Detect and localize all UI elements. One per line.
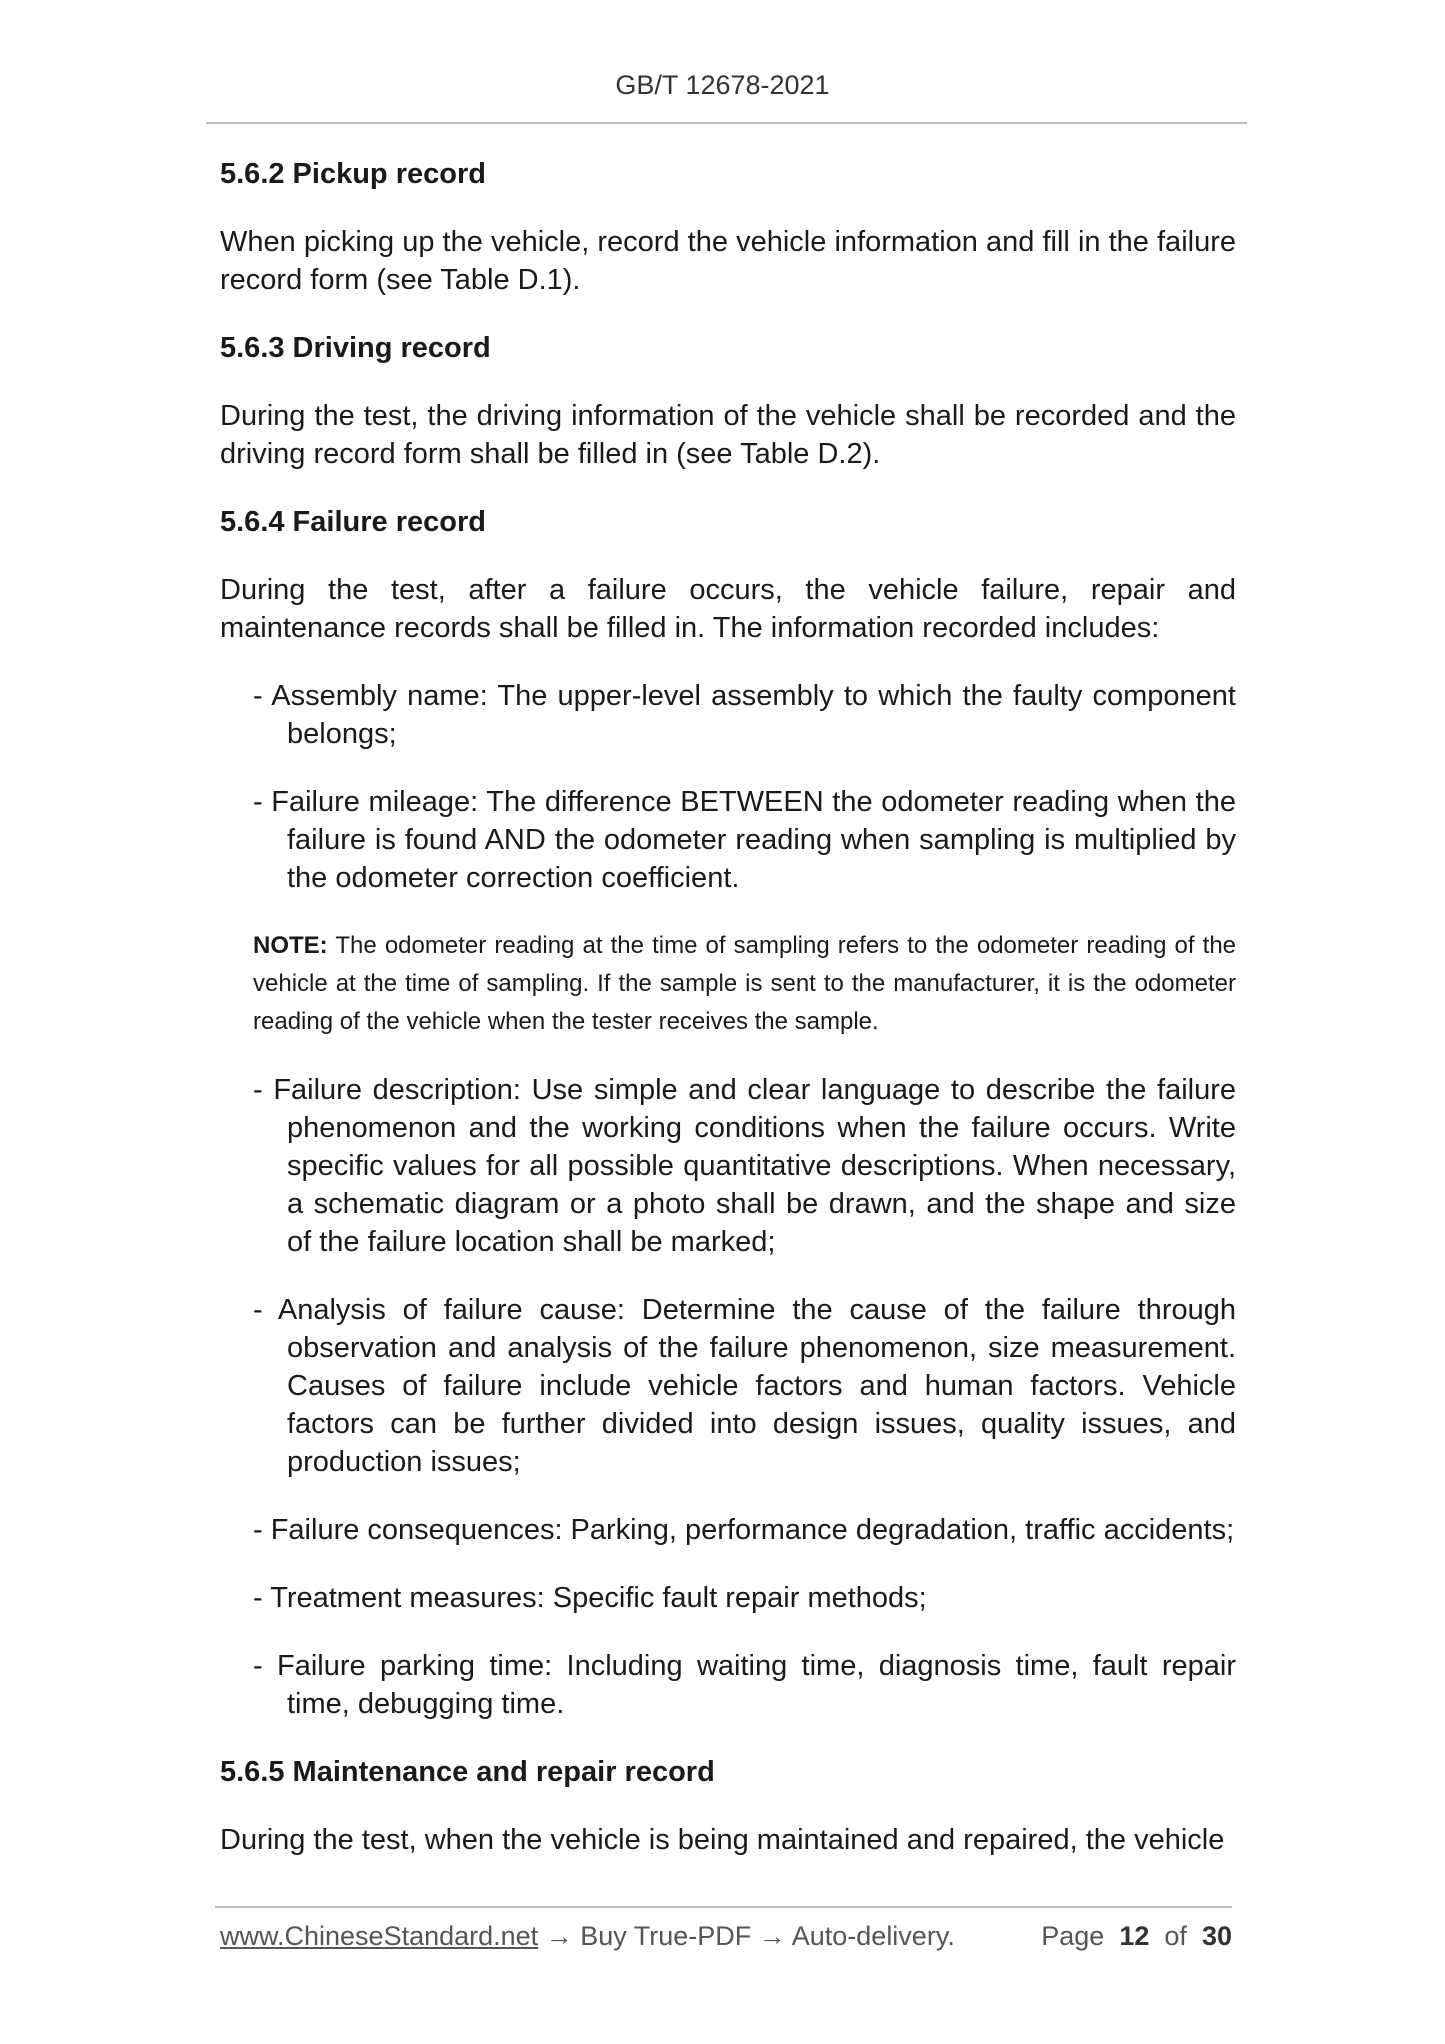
section-text-5-6-3: During the test, the driving information of the vehicle shall be recorded and the driving record form shall be filled in (see Table D.2). <box>220 400 1236 470</box>
note-paragraph <box>220 927 1236 1041</box>
section-heading-5-6-2: 5.6.2 Pickup record <box>220 158 486 190</box>
list-item-failure-cause: - Analysis of failure cause: Determine the cause of the failure through observation and analysis of the failure phenomenon, size measurement. Causes of failure include vehicle factors and human factors. Vehicle factors can be further divided into design issues, quality issues, and production issues; <box>253 1294 1236 1478</box>
section-text-5-6-4: During the test, after a failure occurs, the vehicle failure, repair and maintenance records shall be filled in. The information recorded includes: <box>220 574 1236 644</box>
page-current: 12 <box>1119 1921 1150 1951</box>
section-text-5-6-5: During the test, when the vehicle is being maintained and repaired, the vehicle <box>220 1824 1225 1856</box>
document-code-header: GB/T 12678-2021 <box>615 70 830 100</box>
list-item-parking-time: - Failure parking time: Including waiting time, diagnosis time, fault repair time, debugging time. <box>253 1650 1236 1720</box>
list-item-failure-description: - Failure description: Use simple and clear language to describe the failure phenomenon and the working conditions when the failure occurs. Write specific values for all possible quantitative descriptions. When necessary, a schematic diagram or a photo shall be drawn, and the shape and size of the failure location shall be marked; <box>253 1074 1236 1258</box>
list-item-failure-consequences: - Failure consequences: Parking, performance degradation, traffic accidents; <box>253 1514 1235 1546</box>
of-label: of <box>1164 1921 1187 1951</box>
list-item-failure-mileage: - Failure mileage: The difference BETWEEN the odometer reading when the failure is found AND the odometer reading when sampling is multiplied by the odometer correction coefficient. <box>253 786 1236 894</box>
list-item-treatment-measures: - Treatment measures: Specific fault repair methods; <box>253 1582 927 1614</box>
page-total: 30 <box>1201 1921 1232 1951</box>
header-divider <box>206 122 1247 124</box>
note-label: NOTE: <box>253 932 328 959</box>
page-number <box>1041 1921 1232 1952</box>
promo-text: → Buy True-PDF → Auto-delivery. <box>538 1921 955 1951</box>
section-heading-5-6-3: 5.6.3 Driving record <box>220 332 491 364</box>
note-text: The odometer reading at the time of sampling refers to the odometer reading of the vehicle at the time of sampling. If the sample is sent to the manufacturer, it is the odometer reading of the vehicle when the tester receives the sample. <box>253 932 1237 1035</box>
page-content <box>220 155 1236 1859</box>
page-footer <box>220 1921 1232 1952</box>
list-item-assembly-name: - Assembly name: The upper-level assembly to which the faulty component belongs; <box>253 680 1236 750</box>
section-heading-5-6-4: 5.6.4 Failure record <box>220 506 486 538</box>
footer-divider <box>215 1906 1232 1908</box>
website-link[interactable]: www.ChineseStandard.net <box>220 1921 539 1951</box>
section-text-5-6-2: When picking up the vehicle, record the vehicle information and fill in the failure record form (see Table D.1). <box>220 226 1236 296</box>
section-heading-5-6-5: 5.6.5 Maintenance and repair record <box>220 1756 715 1788</box>
page-label: Page <box>1041 1921 1105 1951</box>
